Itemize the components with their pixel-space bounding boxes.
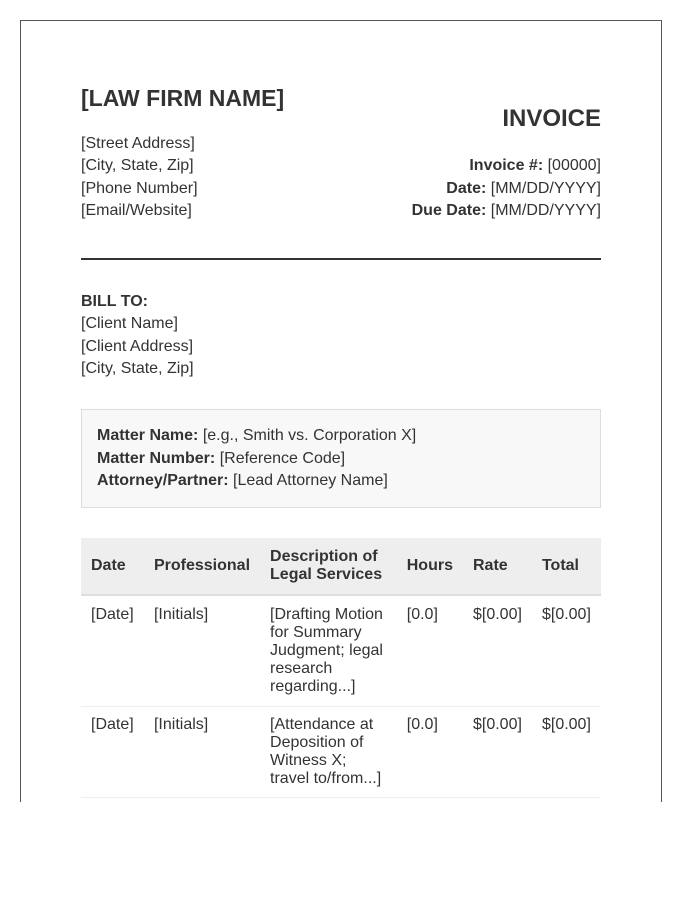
- cell-rate: $[0.00]: [463, 595, 532, 707]
- column-header-hours: Hours: [397, 538, 463, 595]
- services-table: [81, 538, 601, 798]
- matter-number-line: [97, 448, 585, 471]
- invoice-meta: [412, 155, 601, 223]
- matter-number-label: Matter Number:: [97, 449, 216, 467]
- table-header-row: [81, 538, 601, 595]
- column-header-total: Total: [532, 538, 601, 595]
- cell-total: $[0.00]: [532, 707, 601, 798]
- attorney-line: [97, 470, 585, 493]
- invoice-date-label: Date:: [446, 179, 487, 197]
- firm-email-website: [Email/Website]: [81, 201, 192, 219]
- invoice-number-line: [412, 155, 601, 178]
- invoice-date-value: [MM/DD/YYYY]: [490, 179, 601, 197]
- cell-date: [Date]: [81, 707, 144, 798]
- cell-description: [Drafting Motion for Summary Judgment; legal research regarding...]: [260, 595, 397, 707]
- matter-name-value: [e.g., Smith vs. Corporation X]: [202, 427, 417, 444]
- firm-city-state-zip: [City, State, Zip]: [81, 157, 194, 175]
- bill-to-block: [81, 291, 194, 380]
- firm-phone: [Phone Number]: [81, 179, 198, 197]
- attorney-value: [Lead Attorney Name]: [233, 472, 388, 489]
- bill-to-heading: BILL TO:: [81, 293, 148, 310]
- cell-date: [Date]: [81, 595, 144, 707]
- header-divider: [81, 258, 601, 260]
- cell-hours: [0.0]: [397, 707, 463, 798]
- cell-hours: [0.0]: [397, 595, 463, 707]
- client-name: [Client Name]: [81, 315, 178, 333]
- invoice-date-line: [412, 178, 601, 201]
- invoice-title: INVOICE: [502, 105, 601, 132]
- matter-name-line: [97, 425, 585, 448]
- matter-info-box: [81, 409, 601, 508]
- invoice-due-date-label: Due Date:: [411, 202, 487, 219]
- column-header-professional: Professional: [144, 538, 260, 595]
- cell-description: [Attendance at Deposition of Witness X; travel to/from...]: [260, 707, 397, 798]
- firm-street: [Street Address]: [81, 135, 195, 152]
- invoice-number-value: [00000]: [547, 157, 601, 174]
- invoice-page: [20, 20, 662, 802]
- column-header-rate: Rate: [463, 538, 532, 595]
- cell-total: $[0.00]: [532, 595, 601, 707]
- invoice-due-date-value: [MM/DD/YYYY]: [490, 202, 601, 219]
- firm-name: [LAW FIRM NAME]: [81, 85, 285, 111]
- cell-rate: $[0.00]: [463, 707, 532, 798]
- client-city-state-zip: [City, State, Zip]: [81, 359, 194, 377]
- matter-number-value: [Reference Code]: [219, 449, 346, 467]
- column-header-description: Description of Legal Services: [260, 538, 397, 595]
- client-address: [Client Address]: [81, 337, 194, 355]
- invoice-due-date-line: [412, 200, 601, 223]
- attorney-label: Attorney/Partner:: [97, 472, 229, 489]
- table-row: [81, 595, 601, 707]
- invoice-number-label: Invoice #:: [469, 157, 544, 174]
- cell-professional: [Initials]: [144, 595, 260, 707]
- matter-name-label: Matter Name:: [97, 427, 199, 444]
- column-header-date: Date: [81, 538, 144, 595]
- cell-professional: [Initials]: [144, 707, 260, 798]
- table-row: [81, 707, 601, 798]
- firm-address-block: [81, 133, 198, 222]
